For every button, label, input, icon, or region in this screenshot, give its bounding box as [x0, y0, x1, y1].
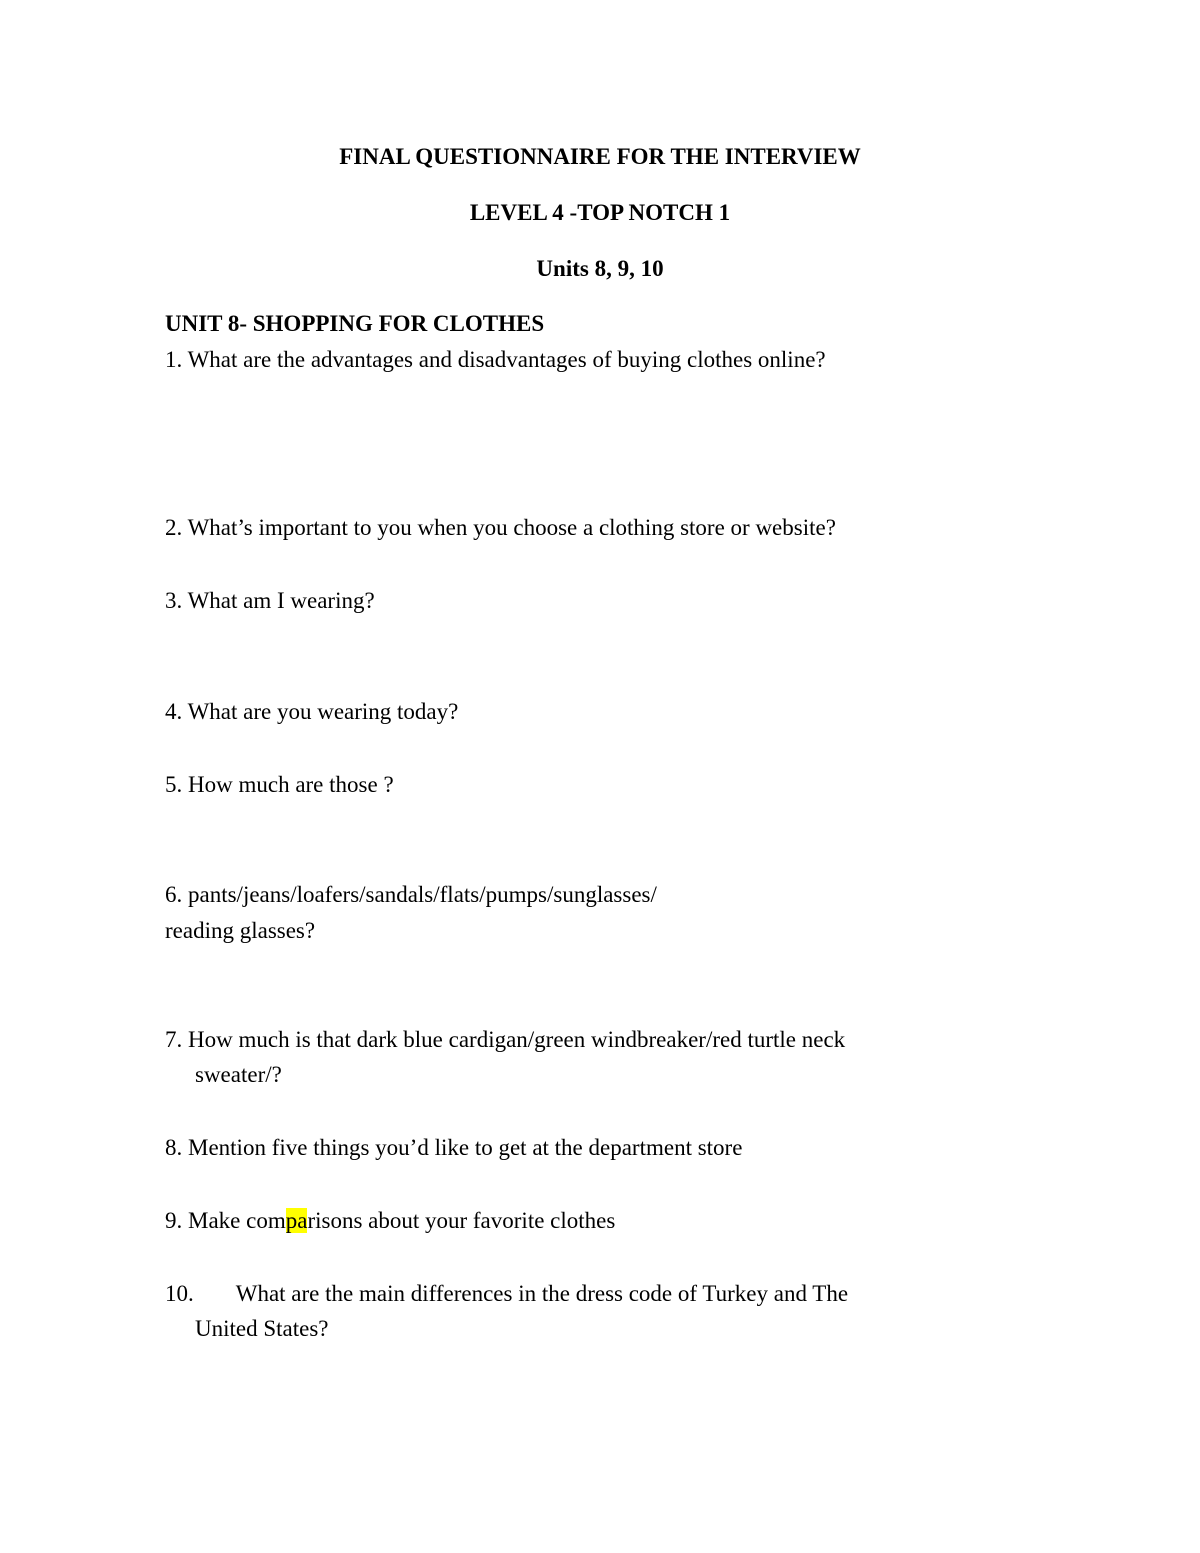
document-title: FINAL QUESTIONNAIRE FOR THE INTERVIEW — [339, 144, 861, 169]
section-heading: UNIT 8- SHOPPING FOR CLOTHES — [165, 311, 545, 336]
question-4: 4. What are you wearing today? — [165, 699, 459, 724]
question-2: 2. What’s important to you when you choose a clothing store or website? — [165, 515, 836, 540]
question-10-text: What are the main differences in the dress code of Turkey and The — [235, 1281, 849, 1306]
question-7-line-1: 7. How much is that dark blue cardigan/green windbreaker/red turtle neck — [165, 1027, 846, 1052]
question-1: 1. What are the advantages and disadvantages of buying clothes online? — [165, 347, 826, 372]
question-10-line-2: United States? — [195, 1316, 329, 1341]
question-9-text-start: 9. Make com — [165, 1208, 286, 1233]
question-9 — [165, 1207, 615, 1235]
question-8: 8. Mention five things you’d like to get at the department store — [165, 1135, 743, 1160]
question-10-line-1 — [165, 1280, 848, 1308]
question-3: 3. What am I wearing? — [165, 588, 375, 613]
question-6-line-2: reading glasses? — [165, 918, 316, 943]
question-9-text-end: risons about your favorite clothes — [307, 1208, 616, 1233]
question-7-line-2: sweater/? — [195, 1062, 282, 1087]
question-5: 5. How much are those ? — [165, 772, 394, 797]
level-heading: LEVEL 4 -TOP NOTCH 1 — [469, 200, 731, 225]
question-6-line-1: 6. pants/jeans/loafers/sandals/flats/pumps/sunglasses/ — [165, 882, 657, 907]
question-9-highlight: pa — [285, 1208, 308, 1233]
units-heading: Units 8, 9, 10 — [536, 256, 664, 281]
question-10-number: 10. — [165, 1281, 194, 1306]
